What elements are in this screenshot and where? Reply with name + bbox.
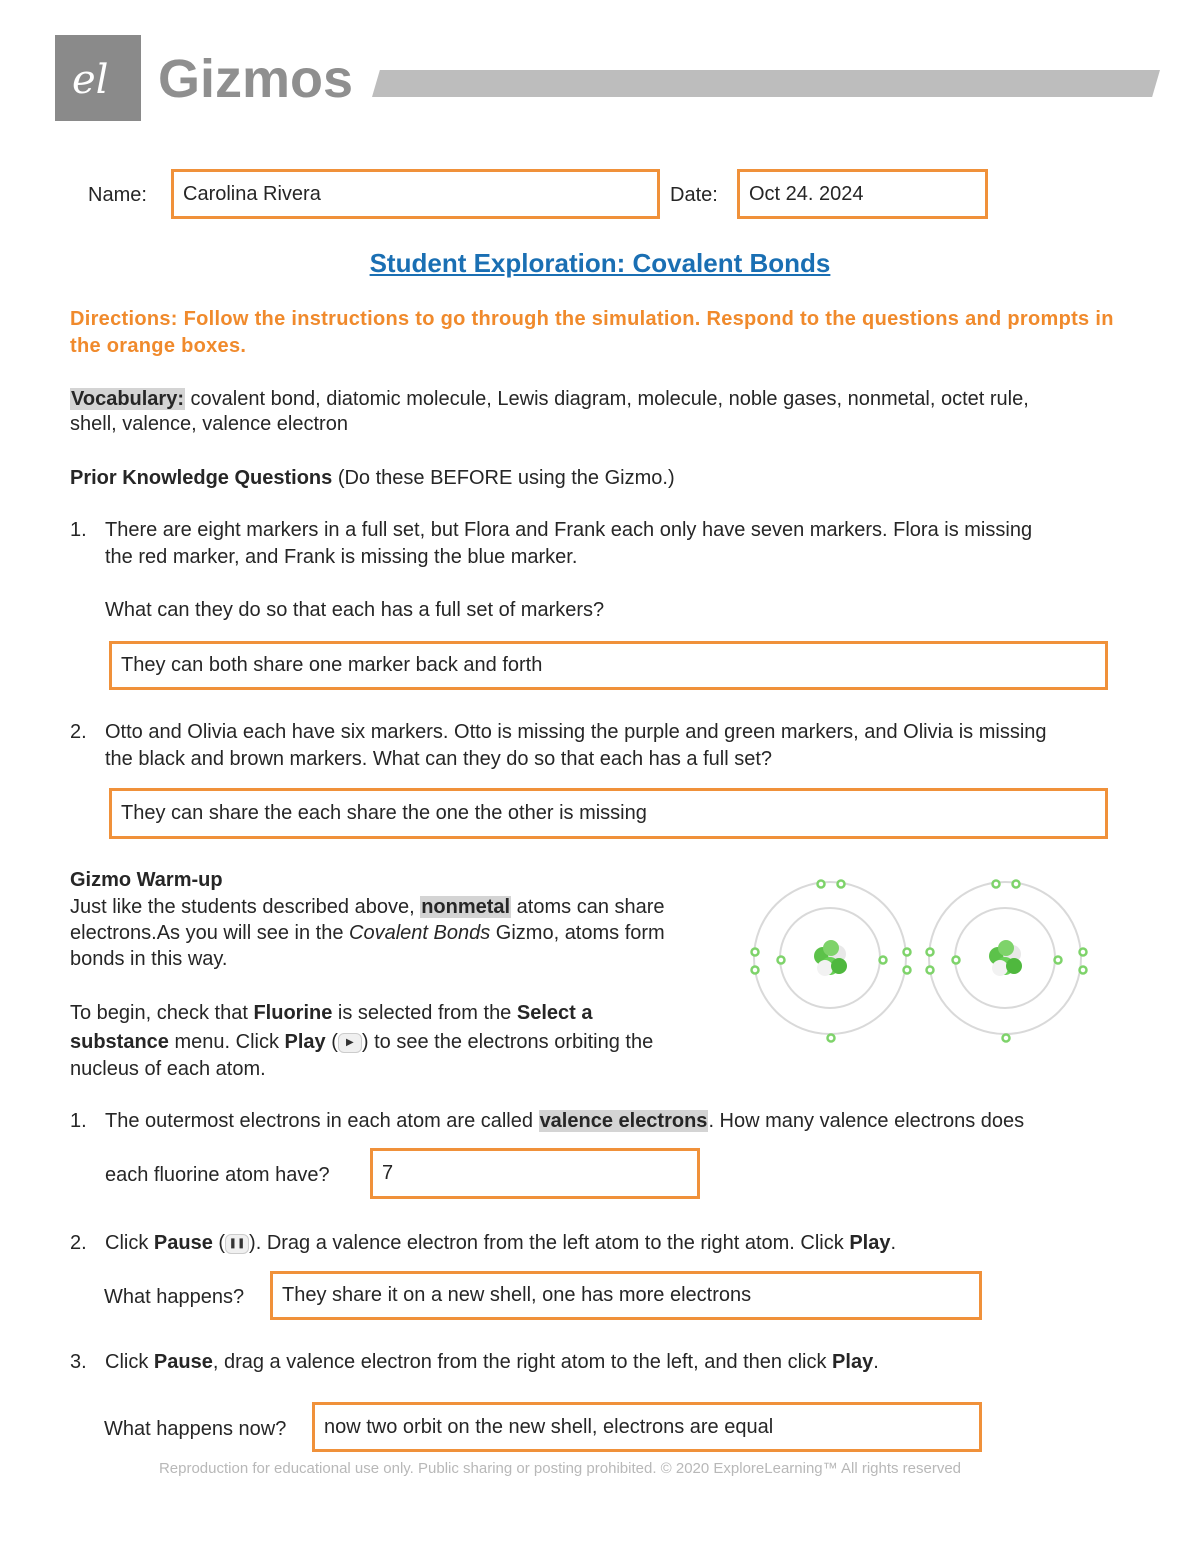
play-icon: ▶ bbox=[338, 1033, 362, 1053]
warmup-line-6: nucleus of each atom. bbox=[70, 1058, 266, 1080]
w3-prompt: What happens now? bbox=[104, 1418, 287, 1440]
pause-icon: ❚❚ bbox=[225, 1234, 249, 1254]
date-field[interactable] bbox=[737, 169, 988, 219]
fluorine-atoms-illustration bbox=[745, 872, 1095, 1052]
footer-copyright: Reproduction for educational use only. Public sharing or posting prohibited. © 2020 ExploreLearning™ All rights reserved bbox=[158, 1460, 962, 1477]
q1-line-2: the red marker, and Frank is missing the blue marker. bbox=[105, 546, 578, 568]
vocab-label: Vocabulary: bbox=[71, 388, 184, 410]
right-atom bbox=[927, 881, 1087, 1042]
q2-number: 2. bbox=[70, 721, 87, 743]
q1-number: 1. bbox=[70, 519, 87, 541]
w2-line: Click Pause ( ❚❚ ). Drag a valence electron from the left atom to the right atom. Click Play. bbox=[105, 1232, 897, 1254]
svg-text:el: el bbox=[72, 57, 109, 103]
el-logo-icon bbox=[55, 35, 141, 121]
q1-answer: They can both share one marker back and forth bbox=[121, 654, 543, 676]
nucleus-icon bbox=[989, 940, 1022, 976]
w2-answer-box[interactable] bbox=[270, 1271, 982, 1320]
warmup-line-3: bonds in this way. bbox=[70, 948, 228, 970]
w1-number: 1. bbox=[70, 1110, 87, 1132]
q2-line-2: the black and brown markers. What can they do so that each has a full set? bbox=[105, 748, 773, 770]
brand-name: Gizmos bbox=[158, 49, 354, 109]
warmup-line-4: To begin, check that Fluorine is selected from the Select a bbox=[70, 1002, 593, 1024]
warmup-heading: Gizmo Warm-up bbox=[70, 869, 223, 891]
logo-mark bbox=[55, 35, 141, 121]
left-atom bbox=[752, 881, 911, 1042]
warmup-line-1: Just like the students described above, nonmetal atoms can share bbox=[70, 896, 665, 918]
warmup-line-5: substance menu. Click Play ( ▶ ) to see the electrons orbiting the bbox=[70, 1031, 654, 1053]
q2-answer: They can share the each share the one the other is missing bbox=[121, 802, 647, 824]
vocab-line-2: shell, valence, valence electron bbox=[70, 413, 348, 435]
directions: Directions: Follow the instructions to go through the simulation. Respond to the questions and prompts in the orange boxes. bbox=[70, 308, 1114, 357]
w2-prompt: What happens? bbox=[104, 1286, 245, 1308]
w2-answer: They share it on a new shell, one has more electrons bbox=[282, 1284, 752, 1306]
w3-answer: now two orbit on the new shell, electrons are equal bbox=[324, 1415, 774, 1438]
vocab-line-1: Vocabulary: covalent bond, diatomic molecule, Lewis diagram, molecule, noble gases, nonmetal, octet rule, bbox=[71, 388, 1029, 410]
page-title: Student Exploration: Covalent Bonds bbox=[369, 248, 831, 278]
name-field[interactable] bbox=[171, 169, 660, 219]
q2-line-1: Otto and Olivia each have six markers. Otto is missing the purple and green markers, and Olivia is missing bbox=[105, 721, 1047, 743]
w2-number: 2. bbox=[70, 1232, 87, 1254]
prior-heading: Prior Knowledge Questions (Do these BEFORE using the Gizmo.) bbox=[70, 467, 675, 489]
w1-line: The outermost electrons in each atom are called valence electrons. How many valence electrons does bbox=[105, 1110, 1025, 1132]
header-bar bbox=[372, 70, 1160, 97]
q1-line-1: There are eight markers in a full set, but Flora and Frank each only have seven markers. Flora is missing bbox=[105, 519, 1033, 541]
name-label: Name: bbox=[88, 184, 147, 206]
w3-answer-box[interactable] bbox=[312, 1402, 982, 1452]
q2-answer-box[interactable] bbox=[109, 788, 1108, 839]
nucleus-icon bbox=[814, 940, 847, 976]
warmup-line-2: electrons.As you will see in the Covalent Bonds Gizmo, atoms form bbox=[70, 922, 665, 944]
w1-answer-box[interactable] bbox=[370, 1148, 700, 1199]
w1-answer: 7 bbox=[382, 1162, 394, 1184]
date-value: Oct 24. 2024 bbox=[749, 182, 864, 205]
q1-answer-box[interactable] bbox=[109, 641, 1108, 690]
w3-number: 3. bbox=[70, 1351, 87, 1373]
name-value: Carolina Rivera bbox=[183, 182, 321, 205]
q1-prompt: What can they do so that each has a full set of markers? bbox=[105, 599, 605, 621]
w1-prompt: each fluorine atom have? bbox=[105, 1164, 330, 1186]
w3-line: Click Pause, drag a valence electron from the right atom to the left, and then click Play. bbox=[105, 1351, 879, 1373]
date-label: Date: bbox=[670, 184, 718, 206]
